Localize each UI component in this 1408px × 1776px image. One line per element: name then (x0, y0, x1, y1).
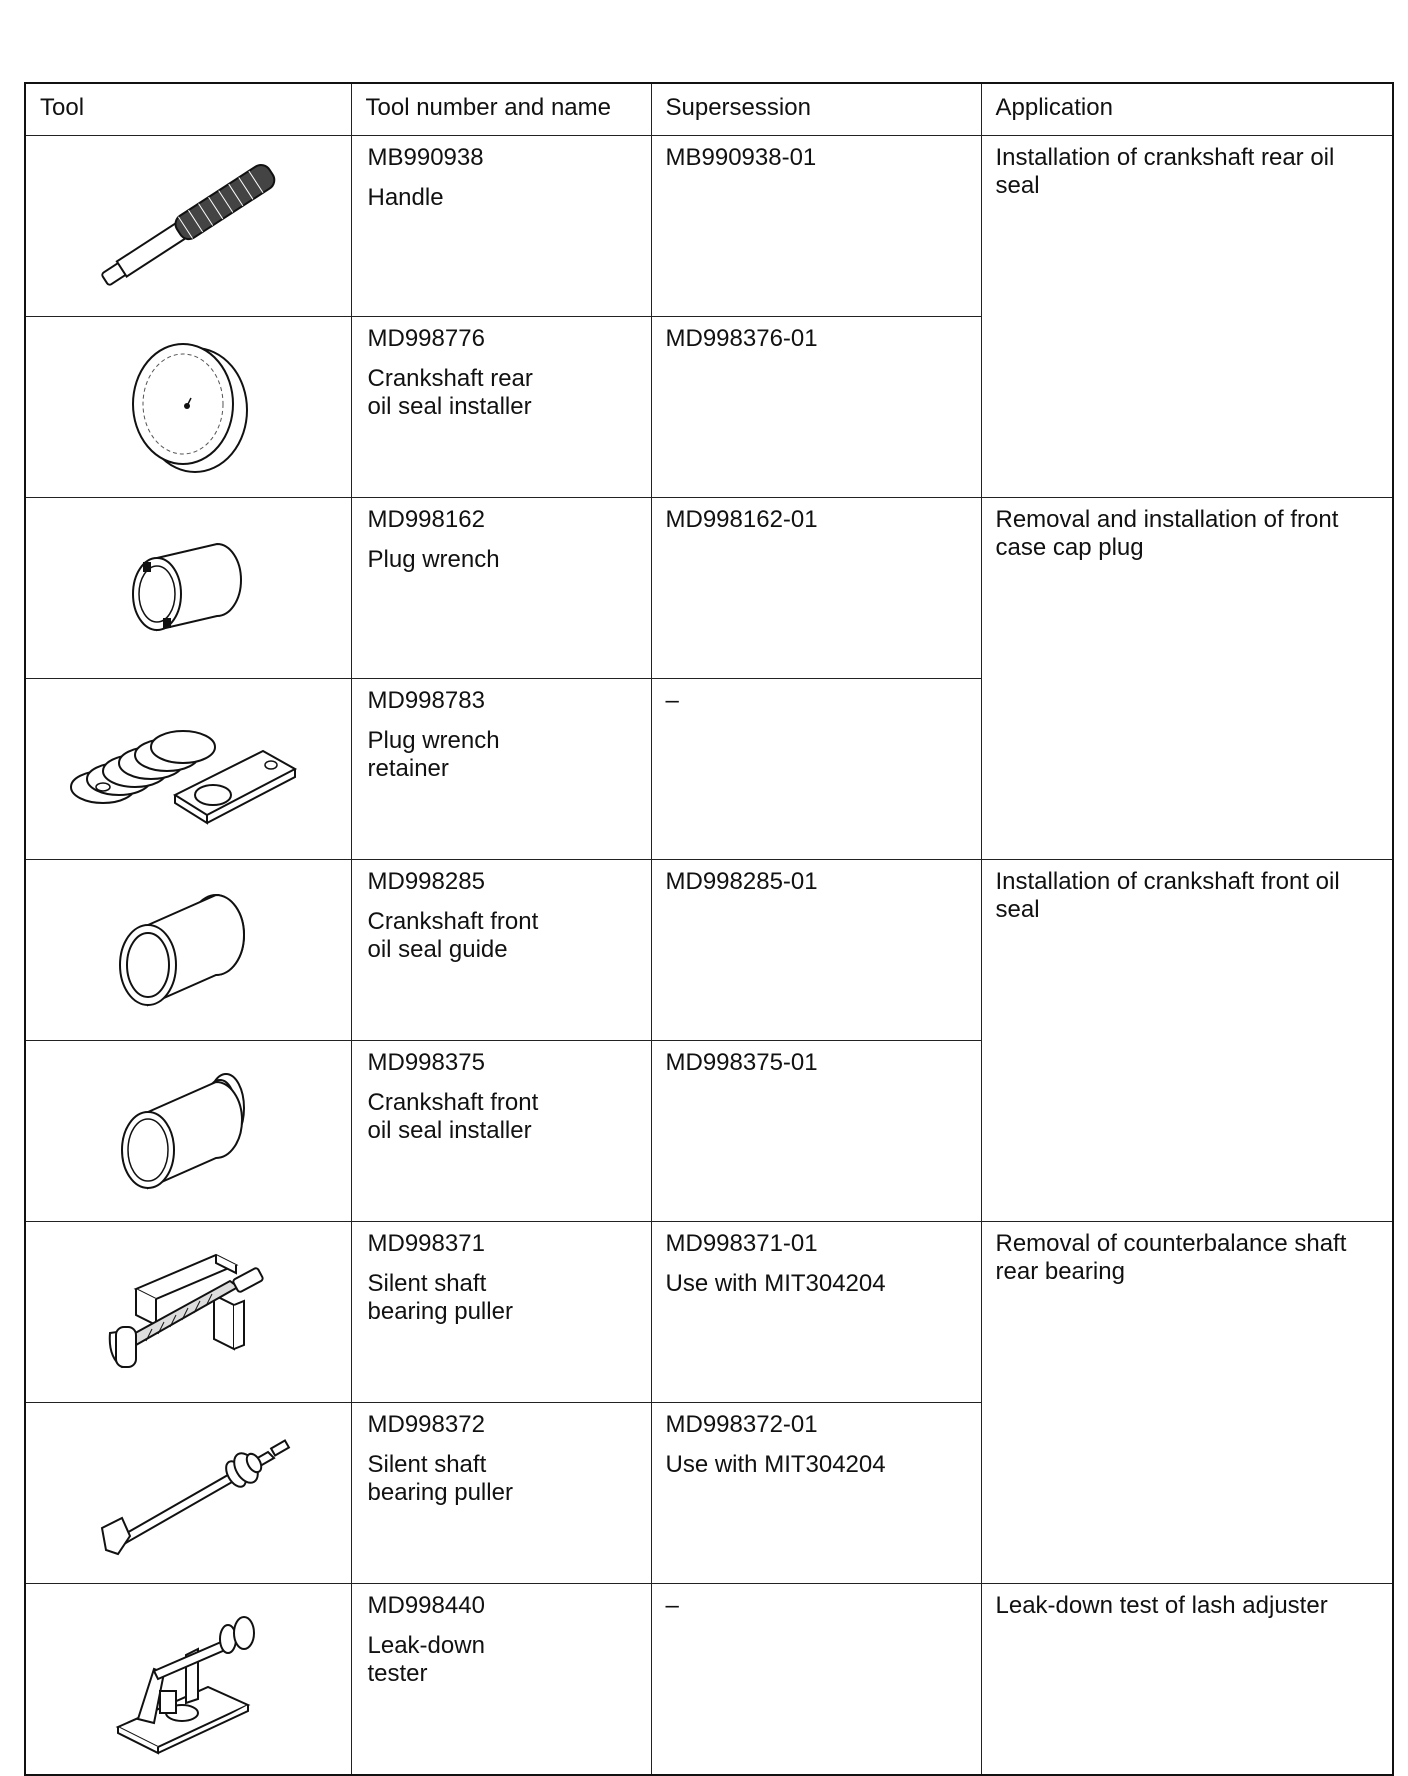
table-row (25, 135, 1393, 316)
header-tool-number-name: Tool number and name (351, 83, 651, 135)
tool-number: MB990938 (367, 143, 484, 171)
tool-number: MD998162 (367, 505, 485, 533)
oil-seal-guide-icon (108, 875, 268, 1025)
table-row (25, 859, 1393, 1040)
supersession-number: MD998372-01 (665, 1410, 818, 1438)
tool-number-name-cell (351, 1040, 651, 1221)
tool-number: MD998783 (367, 686, 485, 714)
tool-number-name-cell (351, 678, 651, 859)
application-cell: Removal of counterbalance shaft rear bearing (981, 1221, 1393, 1583)
plug-wrench-icon (113, 518, 263, 658)
tool-image-cell (25, 135, 351, 316)
supersession-number: MD998371-01 (665, 1229, 818, 1257)
application-cell: Installation of crankshaft front oil seal (981, 859, 1393, 1221)
tool-name: Handle (367, 183, 444, 211)
tool-image-cell (25, 316, 351, 497)
supersession-note: Use with MIT304204 (665, 1269, 886, 1297)
supersession-number: MD998162-01 (665, 505, 818, 533)
table-row (25, 497, 1393, 678)
tool-name: Crankshaft rear oil seal installer (367, 364, 533, 420)
tool-name: Silent shaft bearing puller (367, 1450, 513, 1506)
application-cell: Removal and installation of front case cap plug (981, 497, 1393, 859)
tool-number: MD998372 (367, 1410, 485, 1438)
tool-number: MD998375 (367, 1048, 485, 1076)
tool-image-cell (25, 1583, 351, 1775)
supersession-cell (651, 859, 981, 1040)
tool-name: Crankshaft front oil seal installer (367, 1088, 539, 1144)
tool-name: Plug wrench retainer (367, 726, 500, 782)
supersession-cell (651, 497, 981, 678)
supersession-cell (651, 1402, 981, 1583)
tool-image-cell (25, 497, 351, 678)
supersession-number: – (665, 1591, 679, 1619)
bearing-puller-clamp-icon (98, 1237, 278, 1387)
supersession-number: MD998376-01 (665, 324, 818, 352)
supersession-number: – (665, 686, 679, 714)
table-row (25, 1583, 1393, 1775)
leak-down-tester-icon (98, 1599, 278, 1759)
tool-name: Silent shaft bearing puller (367, 1269, 513, 1325)
tool-image-cell (25, 1040, 351, 1221)
tool-number-name-cell (351, 135, 651, 316)
supersession-number: MB990938-01 (665, 143, 817, 171)
tool-name: Leak-down tester (367, 1631, 485, 1687)
special-tools-table (24, 82, 1394, 1776)
header-row (25, 83, 1393, 135)
tool-number-name-cell (351, 1402, 651, 1583)
table-row (25, 1221, 1393, 1402)
supersession-number: MD998375-01 (665, 1048, 818, 1076)
tool-image-cell (25, 859, 351, 1040)
header-supersession: Supersession (651, 83, 981, 135)
supersession-note: Use with MIT304204 (665, 1450, 886, 1478)
tool-name: Crankshaft front oil seal guide (367, 907, 539, 963)
tool-number-name-cell (351, 859, 651, 1040)
tool-name: Plug wrench (367, 545, 500, 573)
bearing-puller-rod-icon (78, 1418, 298, 1568)
application-cell: Leak-down test of lash adjuster (981, 1583, 1393, 1775)
tool-number-name-cell (351, 316, 651, 497)
tool-image-cell (25, 1402, 351, 1583)
header-tool: Tool (25, 83, 351, 135)
seal-installer-disc-icon (113, 332, 263, 482)
supersession-number: MD998285-01 (665, 867, 818, 895)
plug-wrench-retainer-icon (63, 699, 313, 839)
tool-image-cell (25, 1221, 351, 1402)
application-cell: Installation of crankshaft rear oil seal (981, 135, 1393, 497)
supersession-cell (651, 678, 981, 859)
tool-number: MD998776 (367, 324, 485, 352)
supersession-cell (651, 316, 981, 497)
tool-number-name-cell (351, 497, 651, 678)
tool-image-cell (25, 678, 351, 859)
tool-number-name-cell (351, 1583, 651, 1775)
tool-number: MD998371 (367, 1229, 485, 1257)
supersession-cell (651, 1040, 981, 1221)
oil-seal-installer-icon (108, 1056, 268, 1206)
supersession-cell (651, 1221, 981, 1402)
tool-number: MD998285 (367, 867, 485, 895)
handle-icon (73, 151, 303, 301)
header-application: Application (981, 83, 1393, 135)
supersession-cell (651, 1583, 981, 1775)
tool-number-name-cell (351, 1221, 651, 1402)
supersession-cell (651, 135, 981, 316)
tool-number: MD998440 (367, 1591, 485, 1619)
